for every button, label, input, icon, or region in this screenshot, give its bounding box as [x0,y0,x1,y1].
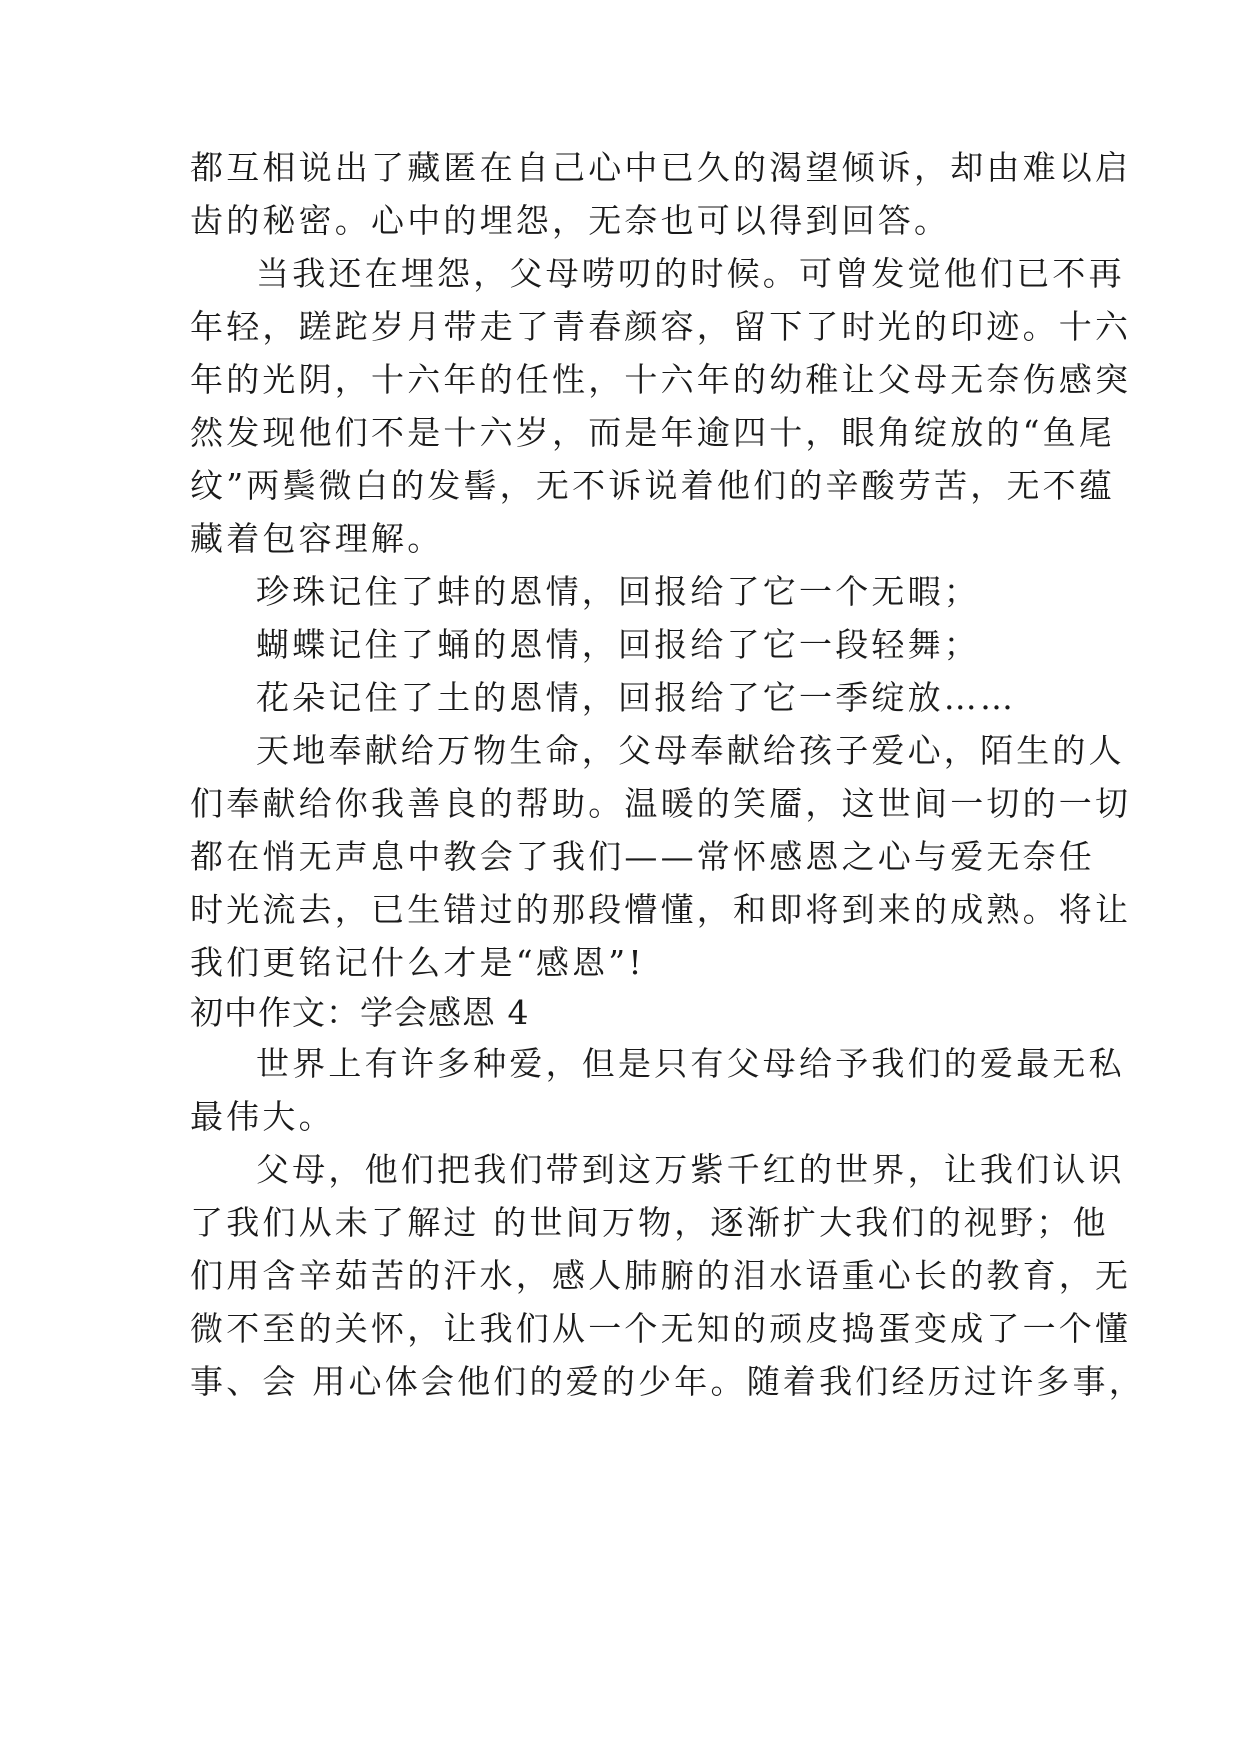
paragraph-start: 当我还在埋怨，父母唠叨的时候。可曾发觉他们已不再 [256,254,1125,293]
text-line: 了我们从未了解过 的世间万物，逐渐扩大我们的视野；他 [190,1203,1109,1242]
text-line: 们奉献给你我善良的帮助。温暖的笑靥，这世间一切的一切 [190,784,1132,823]
paragraph-start: 天地奉献给万物生命，父母奉献给孩子爱心，陌生的人 [256,731,1125,770]
text-line: 微不至的关怀，让我们从一个无知的顽皮捣蛋变成了一个懂 [190,1309,1132,1348]
text-line: 事、会 用心体会他们的爱的少年。随着我们经历过许多事， [190,1362,1145,1401]
text-line: 藏着包容理解。 [190,519,444,558]
text-line: 都在悄无声息中教会了我们——常怀感恩之心与爱无奈任 [190,837,1095,876]
verse-line: 花朵记住了土的恩情，回报给了它一季绽放…… [256,678,1017,717]
text-line: 年轻，蹉跎岁月带走了青春颜容，留下了时光的印迹。十六 [190,307,1132,346]
section-heading: 初中作文：学会感恩 4 [190,993,530,1032]
text-line: 都互相说出了藏匿在自己心中已久的渴望倾诉，却由难以启 [190,148,1132,187]
text-line: 齿的秘密。心中的埋怨，无奈也可以得到回答。 [190,201,951,240]
text-line: 最伟大。 [190,1097,335,1136]
verse-line: 珍珠记住了蚌的恩情，回报给了它一个无暇； [256,572,980,611]
text-line: 纹”两鬓微白的发髻，无不诉说着他们的辛酸劳苦，无不蕴 [190,466,1116,505]
text-line: 然发现他们不是十六岁，而是年逾四十，眼角绽放的“鱼尾 [190,413,1116,452]
text-line: 们用含辛茹苦的汗水，感人肺腑的泪水语重心长的教育，无 [190,1256,1132,1295]
text-line: 年的光阴，十六年的任性，十六年的幼稚让父母无奈伤感突 [190,360,1132,399]
paragraph-start: 父母，他们把我们带到这万紫千红的世界，让我们认识 [256,1150,1125,1189]
verse-line: 蝴蝶记住了蛹的恩情，回报给了它一段轻舞； [256,625,980,664]
text-line: 时光流去，已生错过的那段懵懂，和即将到来的成熟。将让 [190,890,1132,929]
paragraph-start: 世界上有许多种爱，但是只有父母给予我们的爱最无私 [256,1044,1125,1083]
text-line: 我们更铭记什么才是“感恩”! [190,943,645,982]
